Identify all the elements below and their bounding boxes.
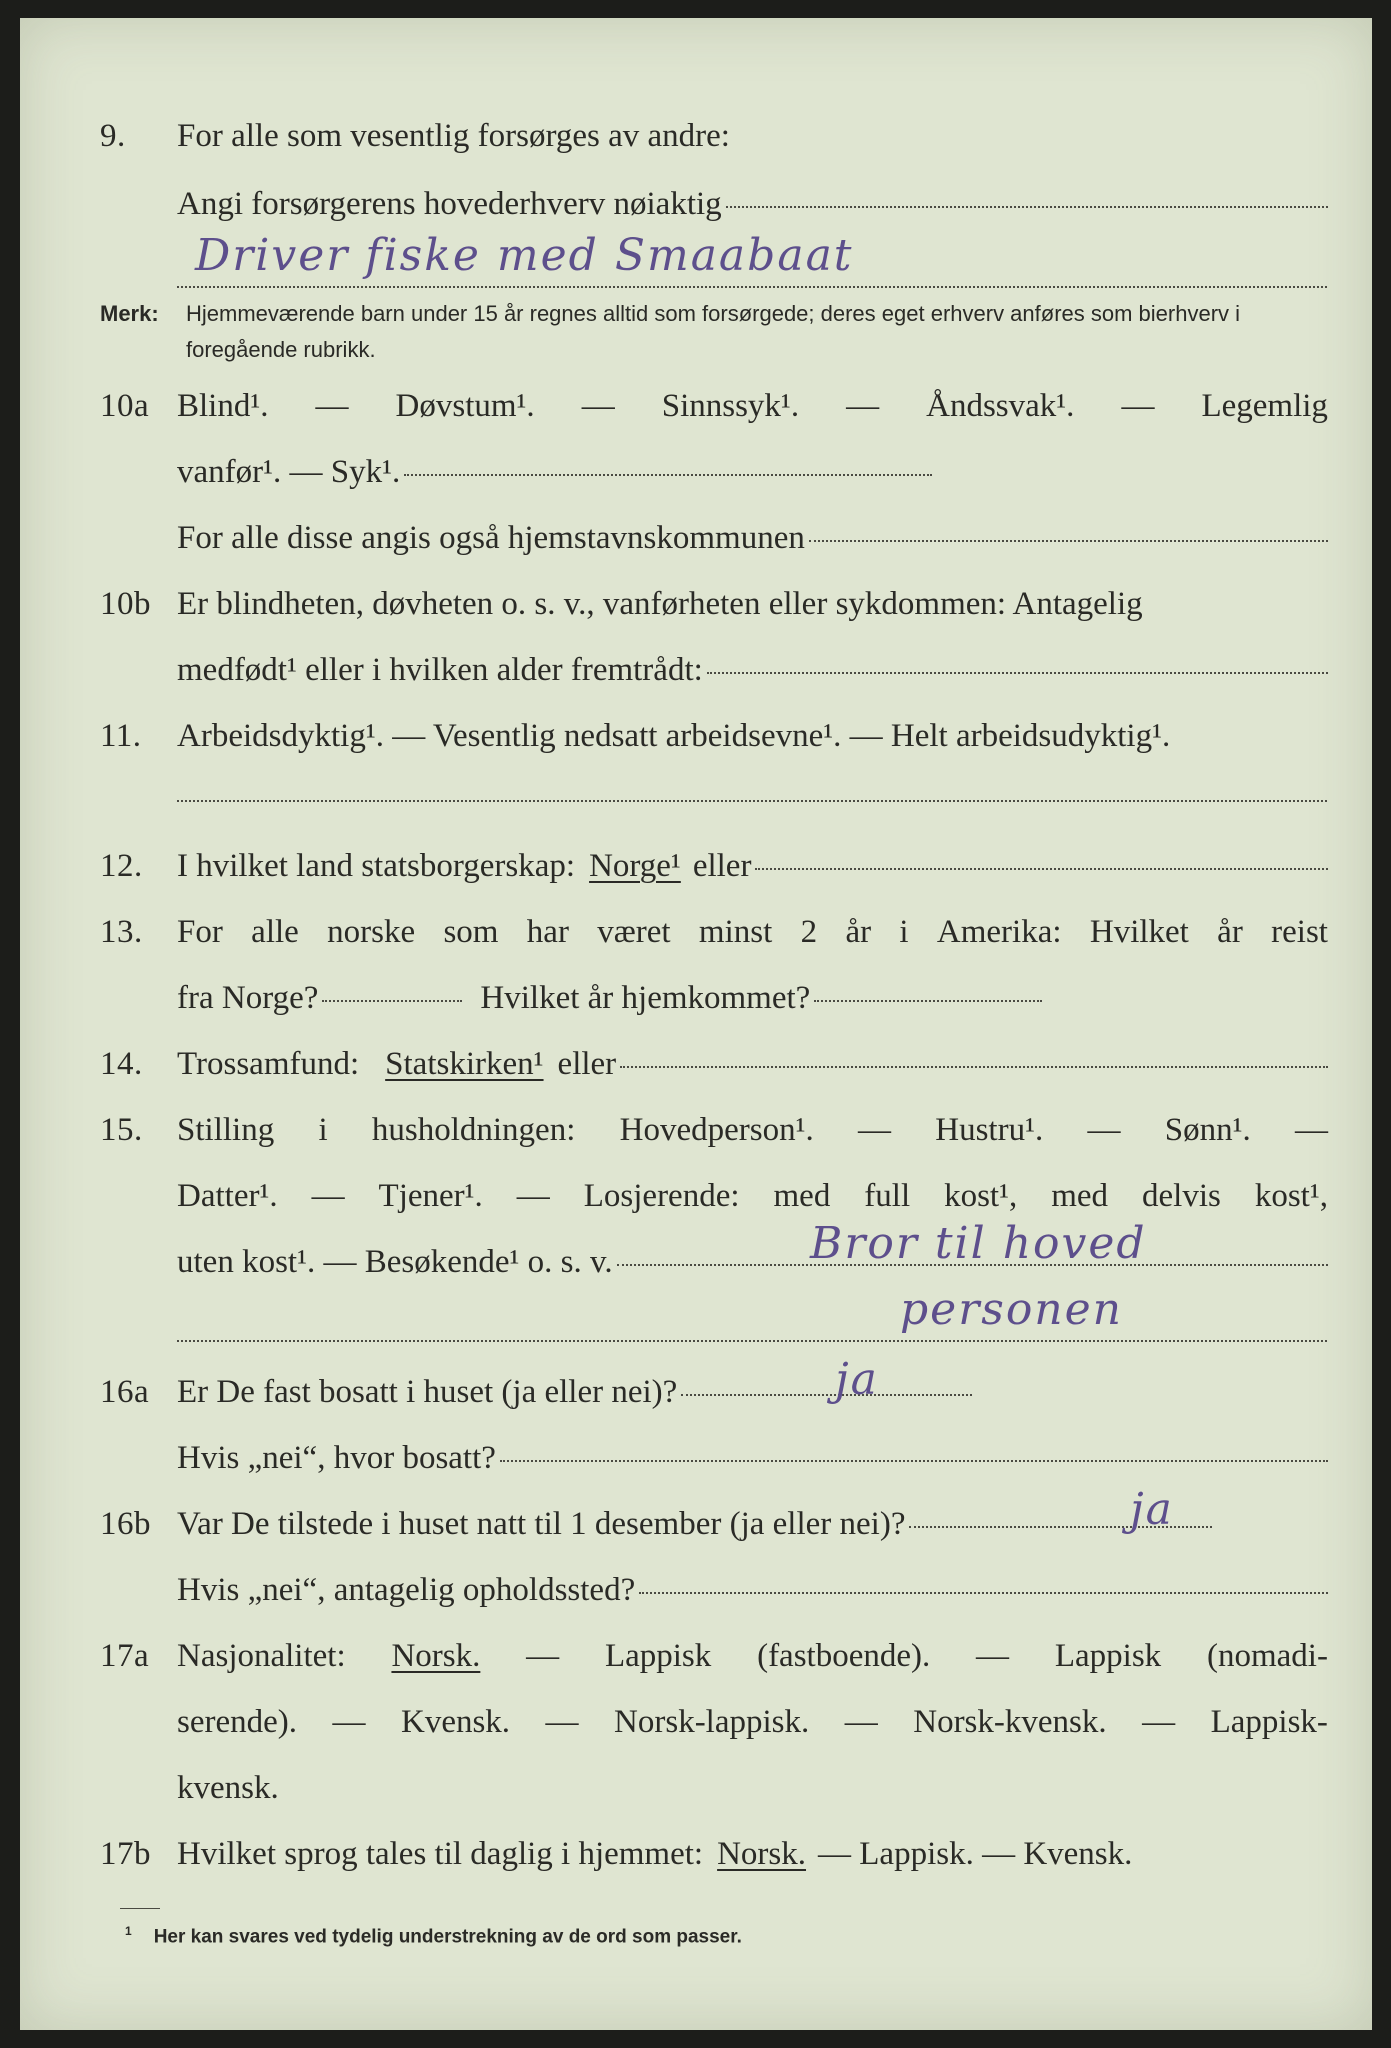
option-kvensk[interactable]: Kvensk.	[400, 1704, 511, 1740]
q16a-question: Er De fast bosatt i huset (ja eller nei)?	[177, 1374, 678, 1410]
q14-number: 14.	[100, 1046, 143, 1082]
footnote-mark: 1	[125, 1924, 132, 1938]
q9-number: 9.	[100, 118, 126, 154]
q15-uten-kost-besokende[interactable]: uten kost¹. — Besøkende¹ o. s. v.	[177, 1244, 613, 1280]
word: med	[1051, 1178, 1109, 1214]
dash: —	[1294, 1112, 1328, 1148]
option-hustru[interactable]: Hustru¹.	[935, 1112, 1044, 1148]
q16a-bosatt-line[interactable]	[500, 1459, 1328, 1462]
q10a-row1	[20, 388, 1372, 438]
q13-row1	[20, 914, 1372, 964]
option-blind[interactable]: Blind¹.	[177, 388, 269, 424]
q9-row2	[20, 186, 1372, 236]
q17b-other-options[interactable]: — Lappisk. — Kvensk.	[818, 1836, 1133, 1872]
q9-answer-line[interactable]	[726, 205, 1328, 208]
q17a-row2	[20, 1704, 1372, 1754]
q17b-number: 17b	[100, 1836, 151, 1872]
q11-number: 11.	[100, 718, 142, 754]
word: Stilling	[177, 1112, 275, 1148]
word: med	[773, 1178, 831, 1214]
q17a-row1	[20, 1638, 1372, 1688]
q9-answer-line-2[interactable]	[177, 286, 1327, 288]
q10a-number: 10a	[100, 388, 150, 424]
q11-options[interactable]: Arbeidsdyktig¹. — Vesentlig nedsatt arbeidsevne¹. — Helt arbeidsudyktig¹.	[177, 718, 1171, 754]
q15-options-2	[177, 1178, 1328, 1215]
q10a-row3	[20, 520, 1372, 570]
q15-row1	[20, 1112, 1372, 1162]
q12-row	[20, 848, 1372, 898]
q13-fra-norge: fra Norge?	[177, 980, 319, 1016]
dash: —	[526, 1638, 560, 1674]
footnote-separator	[120, 1908, 160, 1909]
census-form-page	[20, 18, 1372, 2030]
dash: —	[581, 388, 615, 424]
option-delvis-kost[interactable]: kost¹,	[1254, 1178, 1328, 1214]
q9-row1	[20, 118, 1372, 168]
q17b-row	[20, 1836, 1372, 1886]
q15-handwritten-answer-1: Bror til hoved	[810, 1218, 1147, 1269]
q13-hjemkommet-line[interactable]	[814, 999, 1042, 1002]
q16b-number: 16b	[100, 1506, 151, 1542]
q13-hjemkommet: Hvilket år hjemkommet?	[480, 980, 811, 1016]
word: været	[597, 914, 671, 950]
word: som	[443, 914, 499, 950]
q12-question: I hvilket land statsborgerskap:	[177, 848, 576, 884]
word: 2	[800, 914, 818, 950]
dash: —	[1142, 1704, 1176, 1740]
word: minst	[698, 914, 773, 950]
q17a-kvensk-cont[interactable]: kvensk.	[177, 1770, 279, 1806]
note-label: Merk:	[100, 301, 159, 326]
q16b-opholdssted-line[interactable]	[639, 1591, 1328, 1594]
q11-answer-line[interactable]	[177, 800, 1327, 802]
dash: —	[311, 1178, 345, 1214]
word: har	[526, 914, 569, 950]
q14-answer-line[interactable]	[620, 1065, 1328, 1068]
q10b-number: 10b	[100, 586, 151, 622]
q9-question: For alle som vesentlig forsørges av andre:	[177, 118, 730, 154]
q16a-row1	[20, 1374, 1372, 1424]
q10a-vanfor-syk[interactable]: vanfør¹. — Syk¹.	[177, 454, 401, 490]
option-norsk-lappisk[interactable]: Norsk-lappisk.	[614, 1704, 810, 1740]
q14-eller: eller	[557, 1046, 617, 1082]
note-text: Hjemmeværende barn under 15 år regnes alltid som forsørgede; deres eget erhverv anføres som bierhverv i foregående rubrikk.	[186, 301, 1241, 362]
option-sonn[interactable]: Sønn¹.	[1164, 1112, 1251, 1148]
q16a-number: 16a	[100, 1374, 150, 1410]
q14-question: Trossamfund:	[177, 1046, 360, 1082]
word: delvis	[1142, 1178, 1221, 1214]
q15-row3	[20, 1244, 1372, 1294]
dash: —	[332, 1704, 366, 1740]
q12-number: 12.	[100, 848, 143, 884]
q16b-question: Var De tilstede i huset natt til 1 desember (ja eller nei)?	[177, 1506, 906, 1542]
option-andssvak[interactable]: Åndssvak¹.	[926, 388, 1075, 424]
dash: —	[846, 388, 880, 424]
word: Nasjonalitet:	[177, 1638, 346, 1674]
option-lappisk-kvensk[interactable]: Lappisk-	[1210, 1704, 1328, 1740]
option-sinnssyk[interactable]: Sinnssyk¹.	[661, 388, 800, 424]
option-norsk-kvensk[interactable]: Norsk-kvensk.	[913, 1704, 1107, 1740]
q12-norge-underlined[interactable]: Norge¹	[589, 848, 681, 884]
q16a-answer-line[interactable]	[681, 1393, 972, 1396]
q16a-hvis-nei: Hvis „nei“, hvor bosatt?	[177, 1440, 496, 1476]
q10a-options	[177, 388, 1328, 425]
q17a-number: 17a	[100, 1638, 150, 1674]
q13-number: 13.	[100, 914, 143, 950]
word: For	[177, 914, 223, 950]
q12-eller: eller	[692, 848, 752, 884]
word: norske	[327, 914, 416, 950]
option-datter[interactable]: Datter¹.	[177, 1178, 278, 1214]
option-norsk-underlined[interactable]: Norsk.	[391, 1638, 481, 1674]
option-serende[interactable]: serende).	[177, 1704, 298, 1740]
q14-row	[20, 1046, 1372, 1096]
q15-number: 15.	[100, 1112, 143, 1148]
word: i	[899, 914, 909, 950]
q10a-row2	[20, 454, 1372, 504]
footnote-text: Her kan svares ved tydelig understrekning av de ord som passer.	[153, 1926, 742, 1948]
q10a-hjemstavn: For alle disse angis også hjemstavnskommunen	[177, 520, 805, 556]
option-nomadiserende[interactable]: (nomadi-	[1206, 1638, 1328, 1674]
q17b-question: Hvilket sprog tales til daglig i hjemmet:	[177, 1836, 704, 1872]
word: i	[318, 1112, 328, 1148]
word: husholdningen:	[371, 1112, 576, 1148]
q9-instruction: Angi forsørgerens hovederhverv nøiaktig	[177, 186, 722, 222]
dash: —	[844, 1704, 878, 1740]
dash: —	[1087, 1112, 1121, 1148]
q10b-answer-line[interactable]	[707, 671, 1328, 674]
q16b-handwritten-answer: ja	[1130, 1484, 1174, 1535]
option-fastboende[interactable]: (fastboende).	[757, 1638, 931, 1674]
q10b-medfodt: medfødt¹ eller i hvilken alder fremtrådt:	[177, 652, 703, 688]
option-hovedperson[interactable]: Hovedperson¹.	[619, 1112, 814, 1148]
q10b-row2	[20, 652, 1372, 702]
dash: —	[976, 1638, 1010, 1674]
q13-question	[177, 914, 1328, 951]
option-legemlig[interactable]: Legemlig	[1201, 388, 1328, 424]
word: alle	[251, 914, 299, 950]
q17b-norsk-underlined[interactable]: Norsk.	[717, 1836, 807, 1872]
q14-statskirken-underlined[interactable]: Statskirken¹	[385, 1046, 544, 1082]
q12-answer-line[interactable]	[755, 867, 1328, 870]
word: Amerika:	[936, 914, 1062, 950]
q10b-row1	[20, 586, 1372, 636]
q13-row2	[20, 980, 1372, 1030]
q15-row2	[20, 1178, 1372, 1228]
q17a-row3	[20, 1770, 1372, 1820]
q17a-options-2	[177, 1704, 1328, 1741]
word: år	[845, 914, 872, 950]
option-full-kost[interactable]: kost¹,	[944, 1178, 1018, 1214]
word: Hvilket	[1089, 914, 1189, 950]
option-lappisk[interactable]: Lappisk	[604, 1638, 712, 1674]
option-dovstum[interactable]: Døvstum¹.	[395, 388, 535, 424]
dash: —	[315, 388, 349, 424]
footnote	[125, 1924, 742, 1948]
q15-handwritten-answer-2: personen	[900, 1284, 1124, 1335]
q16b-hvis-nei: Hvis „nei“, antagelig opholdssted?	[177, 1572, 636, 1608]
q10a-answer-line[interactable]	[404, 473, 932, 476]
q9-handwritten-answer: Driver fiske med Smaabaat	[195, 230, 854, 281]
word: år	[1217, 914, 1243, 950]
dash: —	[516, 1178, 550, 1214]
word: full	[864, 1178, 911, 1214]
q13-reist-line[interactable]	[322, 999, 462, 1002]
dash: —	[857, 1112, 891, 1148]
q17a-options-1	[177, 1638, 1328, 1675]
q15-options-1	[177, 1112, 1328, 1149]
option-lappisk-nomadi[interactable]: Lappisk	[1054, 1638, 1162, 1674]
option-tjener[interactable]: Tjener¹.	[378, 1178, 483, 1214]
word: Losjerende:	[583, 1178, 740, 1214]
q16a-handwritten-answer: ja	[835, 1354, 879, 1405]
dash: —	[1121, 388, 1155, 424]
q10b-question: Er blindheten, døvheten o. s. v., vanførheten eller sykdommen: Antagelig	[177, 586, 1143, 622]
q10a-hjemstavn-line[interactable]	[809, 539, 1328, 542]
dash: —	[545, 1704, 579, 1740]
q16a-row2	[20, 1440, 1372, 1490]
q16b-row2	[20, 1572, 1372, 1622]
word: reist	[1271, 914, 1328, 950]
q15-answer-line-2[interactable]	[177, 1340, 1327, 1342]
q11-row1	[20, 718, 1372, 768]
